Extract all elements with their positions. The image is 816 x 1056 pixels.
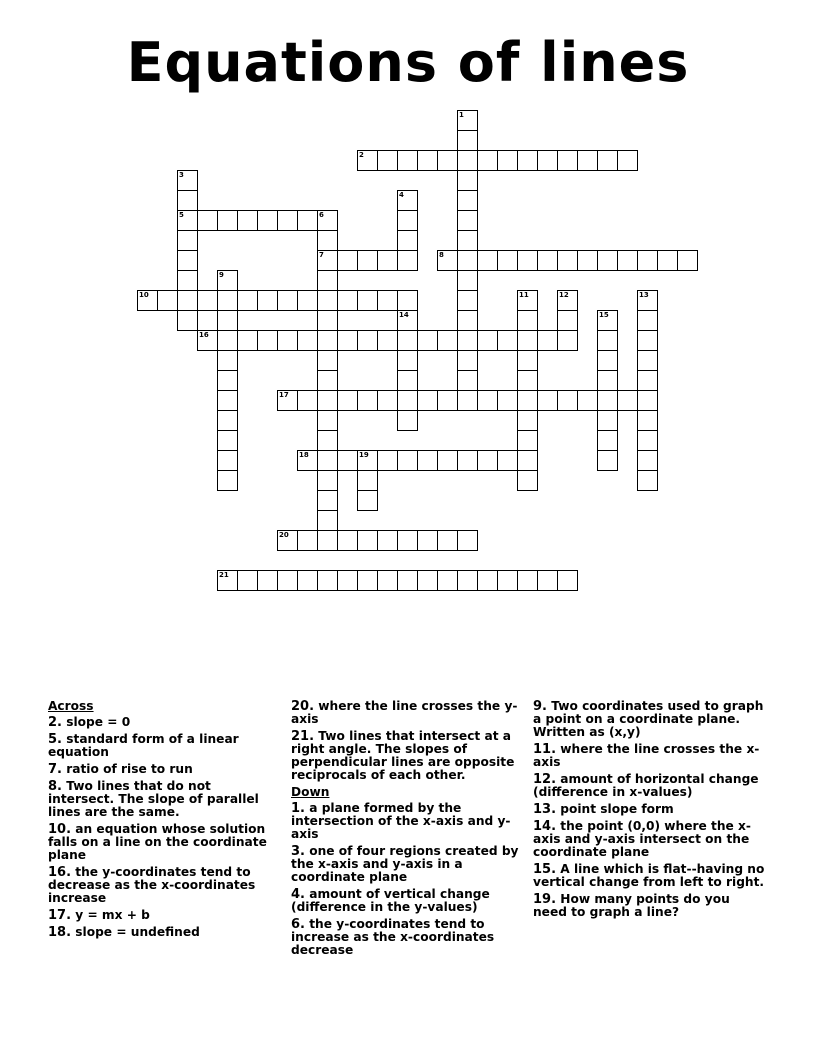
grid-cell[interactable] <box>177 270 198 291</box>
grid-cell[interactable] <box>257 210 278 231</box>
grid-cell[interactable] <box>377 330 398 351</box>
grid-cell[interactable] <box>517 310 538 331</box>
grid-cell[interactable] <box>277 330 298 351</box>
grid-cell[interactable] <box>397 330 418 351</box>
grid-cell[interactable] <box>237 290 258 311</box>
grid-cell[interactable] <box>457 270 478 291</box>
grid-cell[interactable] <box>357 530 378 551</box>
grid-cell[interactable] <box>317 470 338 491</box>
clue-number: 11 <box>519 291 529 299</box>
grid-cell[interactable] <box>157 290 178 311</box>
clue-down: 12. amount of horizontal change (difference in x-values) <box>533 772 759 799</box>
grid-cell[interactable] <box>517 350 538 371</box>
grid-cell[interactable] <box>497 150 518 171</box>
grid-cell[interactable] <box>217 430 238 451</box>
grid-cell[interactable] <box>437 150 458 171</box>
clue-across: 17. y = mx + b <box>48 908 150 923</box>
grid-cell[interactable] <box>397 310 418 331</box>
grid-cell[interactable] <box>497 330 518 351</box>
clue-down: 1. a plane formed by the intersection of the x-axis and y-axis <box>291 801 511 841</box>
clue-number: 1 <box>459 111 464 119</box>
grid-cell[interactable] <box>297 570 318 591</box>
clue-across: 20. where the line crosses the y-axis <box>291 699 518 726</box>
grid-cell[interactable] <box>517 450 538 471</box>
grid-cell[interactable] <box>397 410 418 431</box>
grid-cell[interactable] <box>457 190 478 211</box>
grid-cell[interactable] <box>397 530 418 551</box>
grid-cell[interactable] <box>317 430 338 451</box>
grid-cell[interactable] <box>237 330 258 351</box>
grid-cell[interactable] <box>257 570 278 591</box>
clue-across: 21. Two lines that intersect at a right angle. The slopes of perpendicular lines are opposite reciprocals of each other. <box>291 729 515 782</box>
grid-cell[interactable] <box>637 250 658 271</box>
grid-cell[interactable] <box>597 150 618 171</box>
grid-cell[interactable] <box>457 170 478 191</box>
grid-cell[interactable] <box>557 310 578 331</box>
grid-cell[interactable] <box>517 330 538 351</box>
clue-across: 8. Two lines that do not intersect. The slope of parallel lines are the same. <box>48 779 259 819</box>
grid-cell[interactable] <box>217 210 238 231</box>
clue-across: 10. an equation whose solution falls on a line on the coordinate plane <box>48 822 267 862</box>
grid-cell[interactable] <box>297 330 318 351</box>
grid-cell[interactable] <box>217 390 238 411</box>
grid-cell[interactable] <box>277 210 298 231</box>
grid-cell[interactable] <box>437 530 458 551</box>
grid-cell[interactable] <box>517 370 538 391</box>
grid-cell[interactable] <box>297 210 318 231</box>
clue-number: 7 <box>319 251 324 259</box>
grid-cell[interactable] <box>397 250 418 271</box>
grid-cell[interactable] <box>317 450 338 471</box>
grid-cell[interactable] <box>577 390 598 411</box>
grid-cell[interactable] <box>557 290 578 311</box>
grid-cell[interactable] <box>477 570 498 591</box>
clue-down: 19. How many points do you need to graph a line? <box>533 892 730 919</box>
grid-cell[interactable] <box>457 350 478 371</box>
grid-cell[interactable] <box>337 570 358 591</box>
grid-cell[interactable] <box>617 150 638 171</box>
grid-cell[interactable] <box>197 290 218 311</box>
clue-down: 14. the point (0,0) where the x-axis and y-axis intersect on the coordinate plane <box>533 819 751 859</box>
grid-cell[interactable] <box>377 450 398 471</box>
grid-cell[interactable] <box>657 250 678 271</box>
grid-cell[interactable] <box>257 330 278 351</box>
grid-cell[interactable] <box>357 290 378 311</box>
grid-cell[interactable] <box>177 170 198 191</box>
clue-column-2 <box>291 700 523 961</box>
grid-cell[interactable] <box>537 250 558 271</box>
grid-cell[interactable] <box>417 330 438 351</box>
grid-cell[interactable] <box>317 370 338 391</box>
clue-down: 3. one of four regions created by the x-axis and y-axis in a coordinate plane <box>291 844 519 884</box>
grid-cell[interactable] <box>317 270 338 291</box>
grid-cell[interactable] <box>457 250 478 271</box>
grid-cell[interactable] <box>497 250 518 271</box>
grid-cell[interactable] <box>557 150 578 171</box>
grid-cell[interactable] <box>677 250 698 271</box>
grid-cell[interactable] <box>317 350 338 371</box>
grid-cell[interactable] <box>317 410 338 431</box>
grid-cell[interactable] <box>177 290 198 311</box>
grid-cell[interactable] <box>517 150 538 171</box>
grid-cell[interactable] <box>457 210 478 231</box>
grid-cell[interactable] <box>297 290 318 311</box>
grid-cell[interactable] <box>237 210 258 231</box>
clue-across: 7. ratio of rise to run <box>48 762 193 777</box>
grid-cell[interactable] <box>277 570 298 591</box>
grid-cell[interactable] <box>477 390 498 411</box>
grid-cell[interactable] <box>457 150 478 171</box>
grid-cell[interactable] <box>357 570 378 591</box>
grid-cell[interactable] <box>397 370 418 391</box>
grid-cell[interactable] <box>597 450 618 471</box>
grid-cell[interactable] <box>477 250 498 271</box>
grid-cell[interactable] <box>397 350 418 371</box>
grid-cell[interactable] <box>437 330 458 351</box>
clue-number: 17 <box>279 391 289 399</box>
grid-cell[interactable] <box>317 510 338 531</box>
clue-number: 5 <box>179 211 184 219</box>
grid-cell[interactable] <box>597 430 618 451</box>
grid-cell[interactable] <box>597 330 618 351</box>
grid-cell[interactable] <box>377 150 398 171</box>
clue-number: 8 <box>439 251 444 259</box>
grid-cell[interactable] <box>557 330 578 351</box>
grid-cell[interactable] <box>637 330 658 351</box>
grid-cell[interactable] <box>217 410 238 431</box>
grid-cell[interactable] <box>577 150 598 171</box>
grid-cell[interactable] <box>477 450 498 471</box>
grid-cell[interactable] <box>317 570 338 591</box>
clue-down: 13. point slope form <box>533 802 674 817</box>
clue-down: 4. amount of vertical change (difference in the y-values) <box>291 887 490 914</box>
clue-number: 4 <box>399 191 404 199</box>
grid-cell[interactable] <box>377 570 398 591</box>
grid-cell[interactable] <box>637 310 658 331</box>
grid-cell[interactable] <box>237 570 258 591</box>
grid-cell[interactable] <box>397 450 418 471</box>
grid-cell[interactable] <box>217 570 238 591</box>
grid-cell[interactable] <box>597 410 618 431</box>
clue-number: 18 <box>299 451 309 459</box>
grid-cell[interactable] <box>437 450 458 471</box>
grid-cell[interactable] <box>337 530 358 551</box>
grid-cell[interactable] <box>457 570 478 591</box>
grid-cell[interactable] <box>457 130 478 151</box>
grid-cell[interactable] <box>337 450 358 471</box>
grid-cell[interactable] <box>517 470 538 491</box>
grid-cell[interactable] <box>257 290 278 311</box>
grid-cell[interactable] <box>277 530 298 551</box>
grid-cell[interactable] <box>517 410 538 431</box>
grid-cell[interactable] <box>177 210 198 231</box>
grid-cell[interactable] <box>317 210 338 231</box>
grid-cell[interactable] <box>197 330 218 351</box>
grid-cell[interactable] <box>317 490 338 511</box>
clue-down: 15. A line which is flat--having no vertical change from left to right. <box>533 862 765 889</box>
clue-number: 6 <box>319 211 324 219</box>
grid-cell[interactable] <box>457 110 478 131</box>
grid-cell[interactable] <box>437 250 458 271</box>
grid-cell[interactable] <box>517 570 538 591</box>
grid-cell[interactable] <box>557 390 578 411</box>
grid-cell[interactable] <box>457 390 478 411</box>
grid-cell[interactable] <box>377 530 398 551</box>
grid-cell[interactable] <box>337 290 358 311</box>
grid-cell[interactable] <box>297 450 318 471</box>
grid-cell[interactable] <box>337 330 358 351</box>
grid-cell[interactable] <box>557 250 578 271</box>
grid-cell[interactable] <box>397 390 418 411</box>
grid-cell[interactable] <box>417 530 438 551</box>
grid-cell[interactable] <box>217 470 238 491</box>
grid-cell[interactable] <box>517 430 538 451</box>
grid-cell[interactable] <box>537 390 558 411</box>
clue-number: 13 <box>639 291 649 299</box>
grid-cell[interactable] <box>357 390 378 411</box>
grid-cell[interactable] <box>457 310 478 331</box>
clue-down: 9. Two coordinates used to graph a point on a coordinate plane. Written as (x,y) <box>533 699 764 739</box>
grid-cell[interactable] <box>357 470 378 491</box>
grid-cell[interactable] <box>217 330 238 351</box>
grid-cell[interactable] <box>577 250 598 271</box>
clue-across: 2. slope = 0 <box>48 715 131 730</box>
grid-cell[interactable] <box>417 390 438 411</box>
grid-cell[interactable] <box>317 310 338 331</box>
clue-number: 12 <box>559 291 569 299</box>
grid-cell[interactable] <box>397 190 418 211</box>
clue-number: 15 <box>599 311 609 319</box>
grid-cell[interactable] <box>217 290 238 311</box>
grid-cell[interactable] <box>357 250 378 271</box>
grid-cell[interactable] <box>357 450 378 471</box>
across-header: Across <box>48 699 94 713</box>
grid-cell[interactable] <box>617 390 638 411</box>
grid-cell[interactable] <box>217 350 238 371</box>
clue-number: 2 <box>359 151 364 159</box>
grid-cell[interactable] <box>517 290 538 311</box>
clue-number: 21 <box>219 571 229 579</box>
grid-cell[interactable] <box>457 450 478 471</box>
grid-cell[interactable] <box>177 190 198 211</box>
grid-cell[interactable] <box>597 310 618 331</box>
grid-cell[interactable] <box>197 210 218 231</box>
grid-cell[interactable] <box>337 250 358 271</box>
grid-cell[interactable] <box>497 450 518 471</box>
grid-cell[interactable] <box>477 150 498 171</box>
grid-cell[interactable] <box>377 290 398 311</box>
grid-cell[interactable] <box>457 330 478 351</box>
clue-number: 10 <box>139 291 149 299</box>
grid-cell[interactable] <box>377 390 398 411</box>
clue-across: 5. standard form of a linear equation <box>48 732 239 759</box>
grid-cell[interactable] <box>397 230 418 251</box>
grid-cell[interactable] <box>357 150 378 171</box>
grid-cell[interactable] <box>417 570 438 591</box>
grid-cell[interactable] <box>397 570 418 591</box>
grid-cell[interactable] <box>637 410 658 431</box>
grid-cell[interactable] <box>337 390 358 411</box>
grid-cell[interactable] <box>317 250 338 271</box>
grid-cell[interactable] <box>537 330 558 351</box>
grid-cell[interactable] <box>497 390 518 411</box>
grid-cell[interactable] <box>277 390 298 411</box>
grid-cell[interactable] <box>217 370 238 391</box>
grid-cell[interactable] <box>637 370 658 391</box>
grid-cell[interactable] <box>357 490 378 511</box>
grid-cell[interactable] <box>397 150 418 171</box>
clue-number: 19 <box>359 451 369 459</box>
grid-cell[interactable] <box>457 530 478 551</box>
grid-cell[interactable] <box>177 230 198 251</box>
grid-cell[interactable] <box>437 570 458 591</box>
grid-cell[interactable] <box>457 290 478 311</box>
grid-cell[interactable] <box>417 150 438 171</box>
grid-cell[interactable] <box>317 390 338 411</box>
clue-across: 16. the y-coordinates tend to decrease as the x-coordinates increase <box>48 865 256 905</box>
grid-cell[interactable] <box>637 390 658 411</box>
grid-cell[interactable] <box>637 470 658 491</box>
grid-cell[interactable] <box>317 330 338 351</box>
grid-cell[interactable] <box>297 390 318 411</box>
grid-cell[interactable] <box>217 270 238 291</box>
grid-cell[interactable] <box>537 150 558 171</box>
grid-cell[interactable] <box>597 370 618 391</box>
down-header: Down <box>291 785 330 799</box>
clue-down: 11. where the line crosses the x-axis <box>533 742 760 769</box>
grid-cell[interactable] <box>517 390 538 411</box>
grid-cell[interactable] <box>637 350 658 371</box>
grid-cell[interactable] <box>357 330 378 351</box>
clue-column-3 <box>533 700 765 923</box>
grid-cell[interactable] <box>617 250 638 271</box>
grid-cell[interactable] <box>497 570 518 591</box>
grid-cell[interactable] <box>397 290 418 311</box>
clue-column-1 <box>48 700 280 943</box>
grid-cell[interactable] <box>177 310 198 331</box>
grid-cell[interactable] <box>477 330 498 351</box>
clue-number: 20 <box>279 531 289 539</box>
grid-cell[interactable] <box>397 210 418 231</box>
grid-cell[interactable] <box>537 570 558 591</box>
clue-across: 18. slope = undefined <box>48 925 200 940</box>
grid-cell[interactable] <box>637 430 658 451</box>
grid-cell[interactable] <box>317 530 338 551</box>
grid-cell[interactable] <box>597 350 618 371</box>
grid-cell[interactable] <box>277 290 298 311</box>
grid-cell[interactable] <box>557 570 578 591</box>
grid-cell[interactable] <box>437 390 458 411</box>
clue-down: 6. the y-coordinates tend to increase as the x-coordinates decrease <box>291 917 495 957</box>
clue-number: 3 <box>179 171 184 179</box>
grid-cell[interactable] <box>177 250 198 271</box>
clue-number: 9 <box>219 271 224 279</box>
clue-number: 14 <box>399 311 409 319</box>
grid-cell[interactable] <box>517 250 538 271</box>
grid-cell[interactable] <box>137 290 158 311</box>
grid-cell[interactable] <box>317 230 338 251</box>
grid-cell[interactable] <box>217 450 238 471</box>
grid-cell[interactable] <box>317 290 338 311</box>
puzzle-title: Equations of lines <box>126 31 690 94</box>
grid-cell[interactable] <box>217 310 238 331</box>
grid-cell[interactable] <box>597 390 618 411</box>
grid-cell[interactable] <box>637 290 658 311</box>
grid-cell[interactable] <box>457 230 478 251</box>
clue-number: 16 <box>199 331 209 339</box>
grid-cell[interactable] <box>297 530 318 551</box>
grid-cell[interactable] <box>417 450 438 471</box>
grid-cell[interactable] <box>377 250 398 271</box>
grid-cell[interactable] <box>597 250 618 271</box>
grid-cell[interactable] <box>457 370 478 391</box>
grid-cell[interactable] <box>637 450 658 471</box>
